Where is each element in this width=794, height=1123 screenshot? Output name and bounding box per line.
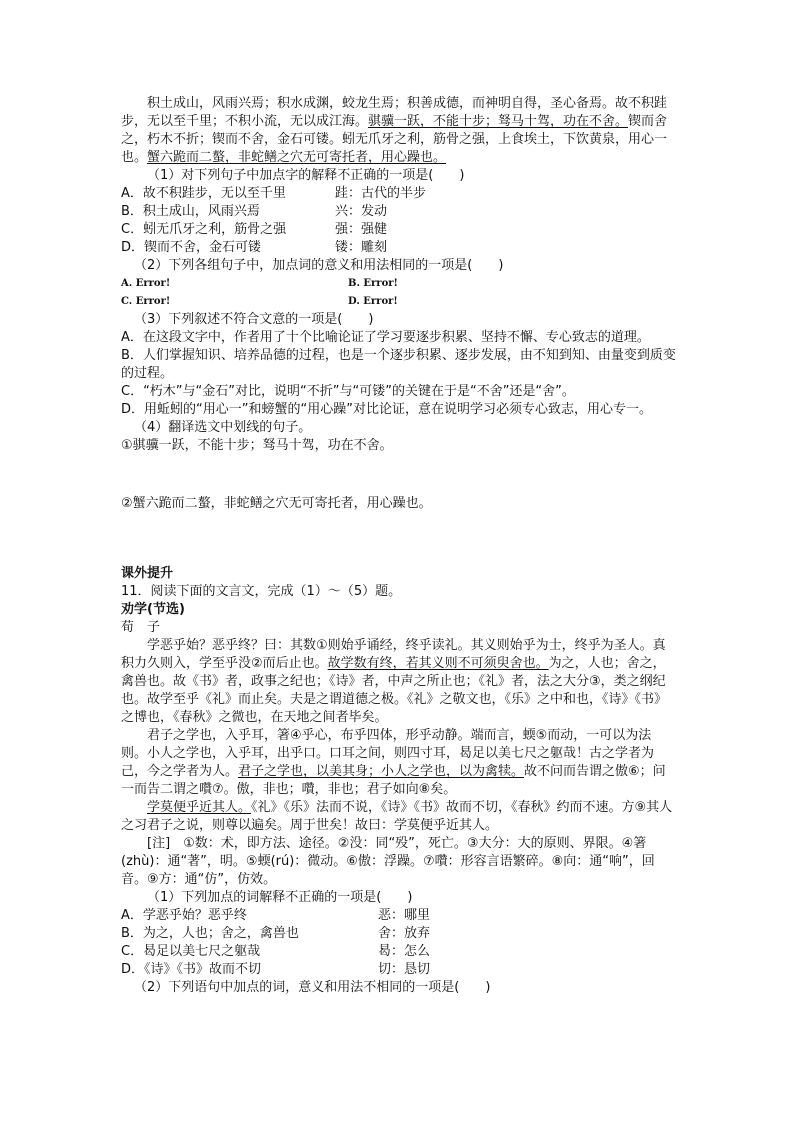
underlined-sentence-2: 蟹六跪而二螯，非蛇鳝之穴无可寄托者，用心躁也。 bbox=[147, 150, 447, 165]
option-c: C．“朽木”与“金石”对比，说明“不折”与“可镂”的关键在于是“不舍”还是“舍”。 bbox=[121, 384, 575, 399]
option-row bbox=[121, 907, 676, 925]
article-title: 劝学(节选) bbox=[121, 602, 185, 617]
option-sentence: B．积土成山，风雨兴焉 bbox=[121, 204, 260, 219]
passage-text: 学恶乎始？恶乎终？曰：其数①则始乎诵经，终乎读礼。其义则始乎为士，终乎为圣人。真积力久则入，学至乎没②而后止也。 bbox=[121, 638, 666, 671]
option-gloss: 切：恳切 bbox=[378, 962, 431, 977]
passage-text: 君子之学也，入乎耳，箸④乎心，布乎四体，形乎动静。端而言，蝡⑤而动，一可以为法则。小人之学也，入乎耳，出乎口。口耳之间，则四寸耳，曷足以美七尺之躯哉！古之学者为己，今之学者为人。 bbox=[121, 728, 655, 779]
option-row bbox=[121, 943, 676, 961]
option-sentence: B．为之，人也；舍之，禽兽也 bbox=[121, 926, 299, 941]
underlined-sentence: 君子之学也，以美其身；小人之学也，以为禽犊。 bbox=[238, 764, 525, 779]
option-a: A．在这段文字中，作者用了十个比喻论证了学习要逐步积累、坚持不懈、专心致志的道理。 bbox=[121, 330, 650, 345]
question-q5-stem: （1）下列加点的词解释不正确的一项是( ) bbox=[147, 890, 413, 905]
option-sentence: A．故不积跬步，无以至千里 bbox=[121, 186, 286, 201]
option-gloss: 曷：怎么 bbox=[378, 944, 431, 959]
error-option: C. Error! bbox=[121, 296, 171, 307]
error-row bbox=[121, 293, 676, 311]
option-row bbox=[121, 925, 676, 943]
option-gloss: 恶：哪里 bbox=[378, 908, 431, 923]
passage-text: 为之，人也；舍之，禽兽也。故《书》者，政事之纪也；《诗》者，中声之所止也；《礼》者，法之大分③，类之纲纪也。故学至乎《礼》而止矣。夫是之谓道德之极。《礼》之敬文也，《乐》之中和也，《诗》《书》之博也，《春秋》之微也，在天地之间者毕矣。 bbox=[121, 656, 668, 725]
passage-2-para-1 bbox=[121, 637, 676, 727]
question-1-stem: （1）对下列句子中加点字的解释不正确的一项是( ) bbox=[147, 168, 465, 183]
question-4-stem: （4）翻译选文中划线的句子。 bbox=[134, 420, 312, 435]
option-d: D．用蚯蚓的“用心一”和螃蟹的“用心躁”对比论证，意在说明学习必须专心致志，用心专一。 bbox=[121, 402, 652, 417]
passage-text: 积土成山，风雨兴焉；积水成渊，蛟龙生焉；积善成德，而神明自得，圣心备焉。故不积跬步，无以至千里；不积小流，无以成江海。 bbox=[121, 96, 668, 129]
option-gloss: 强：强健 bbox=[335, 222, 388, 237]
error-row bbox=[121, 275, 676, 293]
underlined-sentence: 故学数有终，若其义则不可须臾舍也。 bbox=[327, 656, 549, 671]
option-sentence: D．《诗》《书》故而不切 bbox=[121, 962, 262, 977]
option-sentence: D．锲而不舍，金石可镂 bbox=[121, 240, 262, 255]
option-sentence: A．学恶乎始？恶乎终 bbox=[121, 908, 247, 923]
underlined-sentence-1: 骐骥一跃，不能十步；驽马十驾，功在不舍。 bbox=[368, 114, 629, 129]
annotation-notes: [注] ①数：术，即方法、途径。②没：同“殁”，死亡。③大分：大的原则、界限。④箸(zhù)：通“著”，明。⑤蝡(rú)：微动。⑥傲：浮躁。⑦囋：形容言语繁碎。⑧向：通“响”，回音。⑨方：通“仿”，仿效。 bbox=[121, 836, 655, 887]
option-row bbox=[121, 185, 676, 203]
option-sentence: C．曷足以美七尺之躯哉 bbox=[121, 944, 261, 959]
option-gloss: 跬：古代的半步 bbox=[335, 186, 427, 201]
passage-1 bbox=[121, 95, 676, 167]
underlined-sentence: 学莫便乎近其人。 bbox=[147, 800, 252, 815]
article-author: 荀 子 bbox=[121, 620, 161, 635]
option-row bbox=[121, 961, 676, 979]
translation-sentence-1: ①骐骥一跃，不能十步；驽马十驾，功在不舍。 bbox=[121, 438, 393, 453]
option-gloss: 舍：放弃 bbox=[378, 926, 431, 941]
option-gloss: 镂：雕刻 bbox=[335, 240, 388, 255]
option-sentence: C．蚓无爪牙之利，筋骨之强 bbox=[121, 222, 287, 237]
option-row bbox=[121, 221, 676, 239]
passage-2-para-2 bbox=[121, 727, 676, 799]
passage-2-para-3 bbox=[121, 799, 676, 835]
option-row bbox=[121, 203, 676, 221]
passage-text: 故不问而告谓之傲⑥；问一而告二谓之囋⑦。傲，非也；囋，非也；君子如向⑧矣。 bbox=[121, 764, 666, 797]
error-option: B. Error! bbox=[348, 278, 398, 289]
option-row bbox=[121, 239, 676, 257]
passage-text: 《礼》《乐》法而不说，《诗》《书》故而不切，《春秋》约而不速。方⑨其人之习君子之说，则尊以遍矣。周于世矣！故曰：学莫便乎近其人。 bbox=[121, 800, 673, 833]
question-2-stem: （2）下列各组句子中，加点词的意义和用法相同的一项是( ) bbox=[134, 258, 504, 273]
section-heading: 课外提升 bbox=[121, 566, 174, 581]
translation-sentence-2: ②蟹六跪而二螯，非蛇鳝之穴无可寄托者，用心躁也。 bbox=[121, 496, 432, 511]
question-3-stem: （3）下列叙述不符合文意的一项是( ) bbox=[134, 312, 374, 327]
passage-text: 锲而舍之，朽木不折；锲而不舍，金石可镂。蚓无爪牙之利，筋骨之强，上食埃土，下饮黄泉，用心一也。 bbox=[121, 114, 668, 165]
error-option: D. Error! bbox=[348, 296, 398, 307]
option-b: B．人们掌握知识、培养品德的过程，也是一个逐步积累、逐步发展，由不知到知、由量变到质变的过程。 bbox=[121, 348, 676, 381]
question-q6-stem: （2）下列语句中加点的词，意义和用法不相同的一项是( ) bbox=[134, 980, 491, 995]
document-page bbox=[121, 95, 676, 997]
error-option: A. Error! bbox=[121, 278, 171, 289]
question-11-intro: 11．阅读下面的文言文，完成（1）～（5）题。 bbox=[121, 584, 402, 599]
option-gloss: 兴：发动 bbox=[335, 204, 388, 219]
